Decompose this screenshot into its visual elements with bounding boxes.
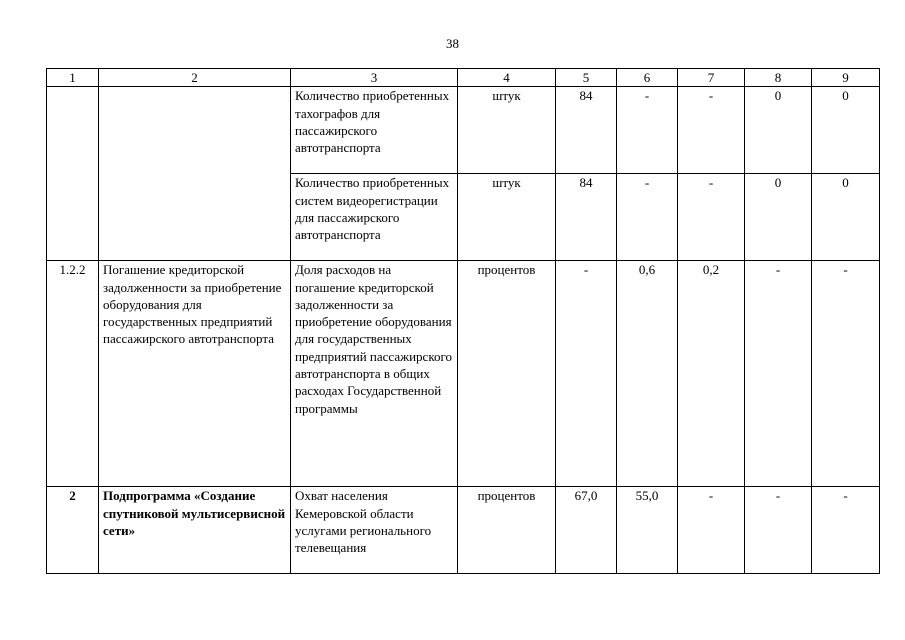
unit-cell: процентов [458,487,556,574]
row-number-cell: 1.2.2 [47,261,99,487]
table-row [47,487,880,574]
value-cell: - [678,487,745,574]
unit-cell: штук [458,174,556,261]
value-cell: 0,6 [617,261,678,487]
value-cell: - [812,261,880,487]
value-cell: - [812,487,880,574]
header-cell: 8 [745,69,812,87]
value-cell: - [678,174,745,261]
value-cell: 0 [812,87,880,174]
value-cell: - [617,87,678,174]
value-cell: - [617,174,678,261]
header-cell: 9 [812,69,880,87]
unit-cell: процентов [458,261,556,487]
value-cell: 0 [745,87,812,174]
value-cell: - [678,87,745,174]
header-cell: 4 [458,69,556,87]
header-cell: 3 [291,69,458,87]
table-row [47,261,880,487]
value-cell: 0,2 [678,261,745,487]
table-row [47,87,880,174]
row-number-cell: 2 [47,487,99,574]
value-cell: - [745,487,812,574]
page-number: 38 [446,36,459,51]
header-cell: 7 [678,69,745,87]
indicator-cell: Количество приобретенных систем видеорегистрации для пассажирского автотранспорта [291,174,458,261]
subprogram-name-cell: Подпрограмма «Создание спутниковой мультисервисной сети» [99,487,291,574]
value-cell: - [745,261,812,487]
value-cell: 84 [556,174,617,261]
header-row [47,69,880,87]
value-cell: 0 [812,174,880,261]
value-cell: - [556,261,617,487]
measure-name-cell [99,87,291,261]
value-cell: 67,0 [556,487,617,574]
indicators-table [46,68,880,574]
measure-name-cell: Погашение кредиторской задолженности за приобретение оборудования для государственных предприятий пассажирского автотранспорта [99,261,291,487]
indicator-cell: Охват населения Кемеровской области услугами регионального телевещания [291,487,458,574]
header-cell: 5 [556,69,617,87]
value-cell: 84 [556,87,617,174]
indicator-cell: Доля расходов на погашение кредиторской задолженности за приобретение оборудования для государственных предприятий пассажирского автотранспорта в общих расходах Государственной программы [291,261,458,487]
row-number-cell [47,87,99,261]
header-cell: 6 [617,69,678,87]
header-cell: 2 [99,69,291,87]
value-cell: 0 [745,174,812,261]
value-cell: 55,0 [617,487,678,574]
header-cell: 1 [47,69,99,87]
indicator-cell: Количество приобретенных тахографов для пассажирского автотранспорта [291,87,458,174]
unit-cell: штук [458,87,556,174]
